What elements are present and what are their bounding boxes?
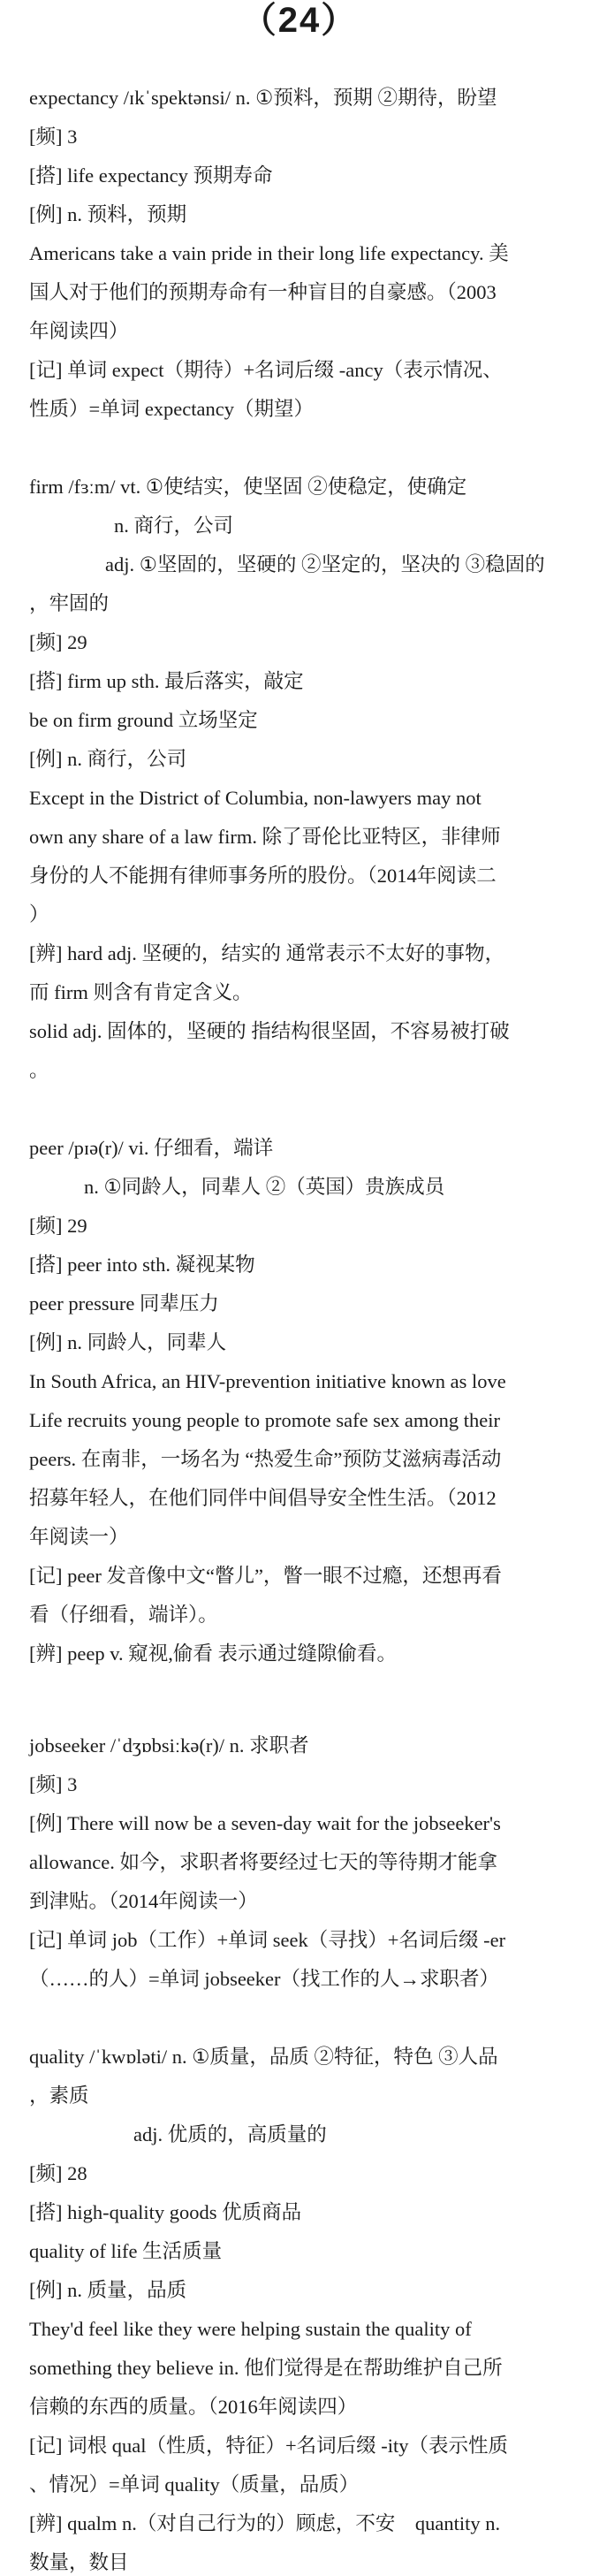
entry-firm-adj-sense: adj. ①坚固的，坚硬的 ②坚定的，坚决的 ③稳固的 — [105, 553, 545, 575]
entry-firm-example-line: Except in the District of Columbia, non-lawyers may not — [29, 787, 481, 809]
entry-expectancy-memory-note: [记] 单词 expect（期待）+名词后缀 -ancy（表示情况、 — [29, 359, 503, 381]
entry-quality-distinction: [辨] qualm n.（对自己行为的）顾虑，不安 quantity n. — [29, 2512, 501, 2534]
entry-expectancy-example-line: Americans take a vain pride in their long life expectancy. 美 — [29, 242, 509, 264]
entry-quality-adj-sense: adj. 优质的，高质量的 — [133, 2123, 327, 2145]
entry-firm-headword: firm /fɜːm/ vt. ①使结实，使坚固 ②使稳定，使确定 — [29, 476, 467, 498]
entry-peer-headword: peer /pɪə(r)/ vi. 仔细看，端详 — [29, 1137, 274, 1159]
entry-firm-example-line: 身份的人不能拥有律师事务所的股份。（2014年阅读二 — [29, 865, 497, 887]
entry-firm-distinction: solid adj. 固体的，坚硬的 指结构很坚固，不容易被打破 — [29, 1020, 510, 1042]
entry-quality-example-line: something they believe in. 他们觉得是在帮助维护自己所 — [29, 2357, 503, 2379]
entry-expectancy-example-line: 国人对于他们的预期寿命有一种盲目的自豪感。（2003 — [29, 281, 497, 303]
entry-peer-memory-note: 看（仔细看，端详）。 — [29, 1604, 218, 1626]
entry-firm-distinction: [辨] hard adj. 坚硬的，结实的 通常表示不太好的事物， — [29, 942, 505, 964]
entry-quality-headword: ，素质 — [29, 2084, 89, 2107]
entry-jobseeker-example-line: allowance. 如今，求职者将要经过七天的等待期才能拿 — [29, 1851, 497, 1873]
entry-firm-collocation: be on firm ground 立场坚定 — [29, 709, 258, 731]
entry-firm-distinction: 。 — [29, 1059, 49, 1081]
entry-firm-example-line: ） — [29, 903, 49, 926]
entry-quality-example-label: [例] n. 质量，品质 — [29, 2279, 187, 2301]
entry-quality-frequency: [频] 28 — [29, 2162, 87, 2184]
entry-expectancy-frequency: [频] 3 — [29, 126, 78, 148]
entry-peer-example-line: In South Africa, an HIV-prevention initiative known as love — [29, 1370, 506, 1392]
entry-quality-memory-note: [记] 词根 qual（性质，特征）+名词后缀 -ity（表示性质 — [29, 2435, 509, 2457]
entry-quality-example-line: 信赖的东西的质量。（2016年阅读四） — [29, 2396, 358, 2418]
entry-quality-collocation: [搭] high-quality goods 优质商品 — [29, 2201, 302, 2223]
entry-peer-example-line: peers. 在南非，一场名为 “热爱生命”预防艾滋病毒活动 — [29, 1448, 502, 1470]
entry-expectancy-example-line: 年阅读四） — [29, 320, 129, 342]
entry-quality-example-line: They'd feel like they were helping sustain the quality of — [29, 2318, 472, 2340]
entry-quality-memory-note: 、情况）=单词 quality（质量，品质） — [29, 2473, 360, 2496]
entry-quality-collocation: quality of life 生活质量 — [29, 2240, 223, 2262]
entry-firm-collocation: [搭] firm up sth. 最后落实，敲定 — [29, 670, 304, 692]
entry-peer-noun-sense: n. ①同龄人，同辈人 ②（英国）贵族成员 — [84, 1176, 445, 1198]
entry-firm-adj-sense: ，牢固的 — [29, 592, 110, 614]
entry-peer-example-label: [例] n. 同龄人，同辈人 — [29, 1331, 227, 1353]
entry-expectancy-collocation: [搭] life expectancy 预期寿命 — [29, 164, 273, 187]
entry-expectancy-example-label: [例] n. 预料，预期 — [29, 203, 187, 225]
entry-jobseeker-example-line: [例] There will now be a seven-day wait for the jobseeker's — [29, 1812, 501, 1834]
entry-firm-example-line: own any share of a law firm. 除了哥伦比亚特区，非律师 — [29, 826, 501, 848]
entry-quality-headword: quality /ˈkwɒləti/ n. ①质量，品质 ②特征，特色 ③人品 — [29, 2046, 498, 2068]
entry-firm-distinction: 而 firm 则含有肯定含义。 — [29, 981, 253, 1003]
entry-firm-frequency: [频] 29 — [29, 631, 87, 653]
entry-expectancy-memory-note: 性质）=单词 expectancy（期望） — [29, 398, 314, 420]
entry-jobseeker-example-line: 到津贴。（2014年阅读一） — [29, 1890, 258, 1912]
entry-peer-collocation: [搭] peer into sth. 凝视某物 — [29, 1254, 255, 1276]
entry-firm-noun-sense: n. 商行，公司 — [114, 514, 234, 537]
entry-jobseeker-memory-note: （……的人）=单词 jobseeker（找工作的人→求职者） — [29, 1968, 500, 1990]
entry-firm-example-label: [例] n. 商行，公司 — [29, 748, 187, 770]
entry-peer-example-line: 招募年轻人，在他们同伴中间倡导安全性生活。（2012 — [29, 1487, 497, 1509]
entry-expectancy-headword: expectancy /ɪkˈspektənsi/ n. ①预料，预期 ②期待，盼望 — [29, 87, 497, 109]
entry-jobseeker-headword: jobseeker /ˈdʒɒbsiːkə(r)/ n. 求职者 — [29, 1734, 309, 1757]
entry-quality-distinction: 数量，数目 — [29, 2551, 129, 2573]
entry-peer-example-line: 年阅读一） — [29, 1526, 129, 1548]
page-number: （24） — [240, 1, 359, 40]
entry-peer-example-line: Life recruits young people to promote safe sex among their — [29, 1409, 500, 1431]
entry-peer-frequency: [频] 29 — [29, 1215, 87, 1237]
entry-peer-distinction: [辨] peep v. 窥视,偷看 表示通过缝隙偷看。 — [29, 1642, 397, 1665]
entry-jobseeker-frequency: [频] 3 — [29, 1773, 78, 1795]
entry-jobseeker-memory-note: [记] 单词 job（工作）+单词 seek（寻找）+名词后缀 -er — [29, 1929, 506, 1951]
entry-peer-memory-note: [记] peer 发音像中文“瞥儿”，瞥一眼不过瘾，还想再看 — [29, 1565, 502, 1587]
entry-peer-collocation: peer pressure 同辈压力 — [29, 1292, 219, 1315]
